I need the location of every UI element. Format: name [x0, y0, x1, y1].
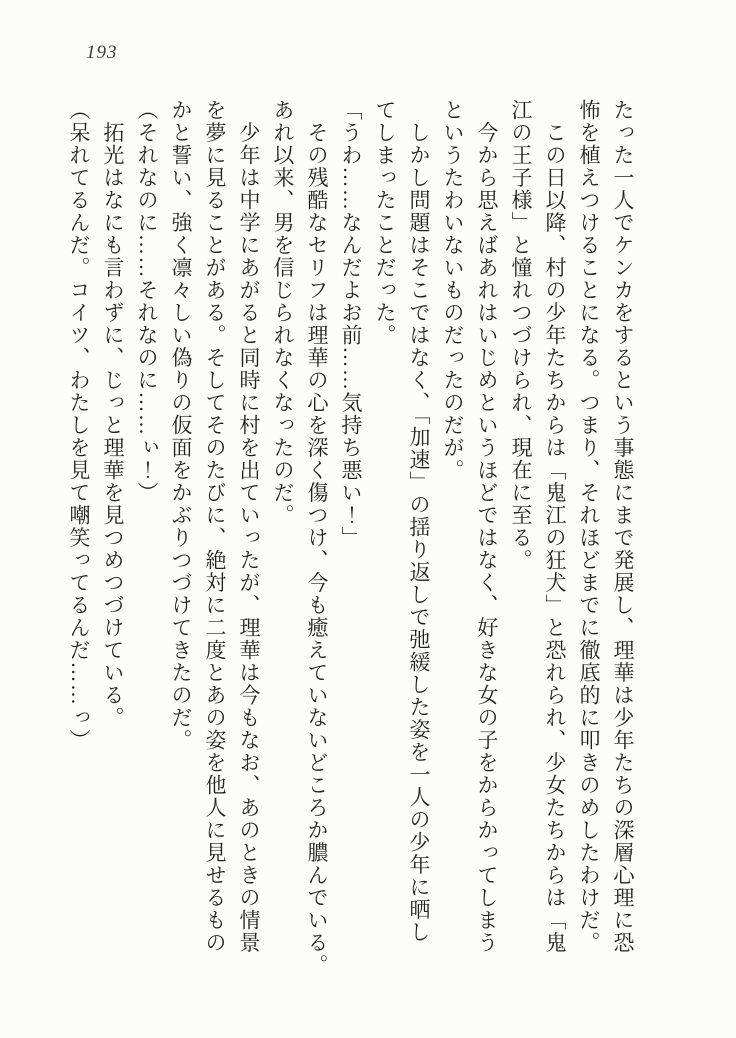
- text-column: あれ以来、男を信じられなくなったのだ。: [271, 99, 295, 527]
- page-number: 193: [86, 42, 118, 63]
- text-column-thought: （呆れてるんだ。コイツ、わたしを見て嘲笑ってるんだ……っ）: [67, 99, 91, 752]
- text-column: 拓光はなにも言わずに、じっと理華を見つめつづけている。: [101, 99, 125, 729]
- text-column: しかし問題はそこではなく、「加速」の揺り返しで弛緩した姿を一人の少年に晒し: [407, 99, 431, 944]
- text-column: かと誓い、強く凛々しい偽りの仮面をかぶりつづけてきたのだ。: [169, 99, 193, 752]
- text-column: てしまったことだった。: [373, 99, 397, 347]
- text-column-dialogue: 「うわ……なんだよお前……気持ち悪い！」: [339, 99, 363, 549]
- text-column: というたわいないものだったのだが。: [441, 99, 465, 482]
- text-column: その残酷なセリフは理華の心を深く傷つけ、今も癒えていないどころか膿んでいる。: [305, 99, 329, 977]
- vertical-text-block: [62, 99, 640, 977]
- text-column: 江の王子様」と憧れつづけられ、現在に至る。: [509, 99, 533, 572]
- text-column-thought: （それなのに……それなのに……ぃ！）: [135, 99, 159, 504]
- text-column: 少年は中学にあがると同時に村を出ていったが、理華は今もなお、あのときの情景: [237, 99, 261, 954]
- text-column: を夢に見ることがある。そしてそのたびに、絶対に二度とあの姿を他人に見せるもの: [203, 99, 227, 954]
- text-column: たった一人でケンカをするという事態にまで発展し、理華は少年たちの深層心理に恐: [611, 99, 635, 954]
- text-column: この日以降、村の少年たちからは「鬼江の狂犬」と恐れられ、少女たちからは「鬼: [543, 99, 567, 954]
- text-column: 怖を植えつけることになる。つまり、それほどまでに徹底的に叩きのめしたわけだ。: [577, 99, 601, 954]
- text-column: 今から思えばあれはいじめというほどではなく、好きな女の子をからかってしまう: [475, 99, 499, 954]
